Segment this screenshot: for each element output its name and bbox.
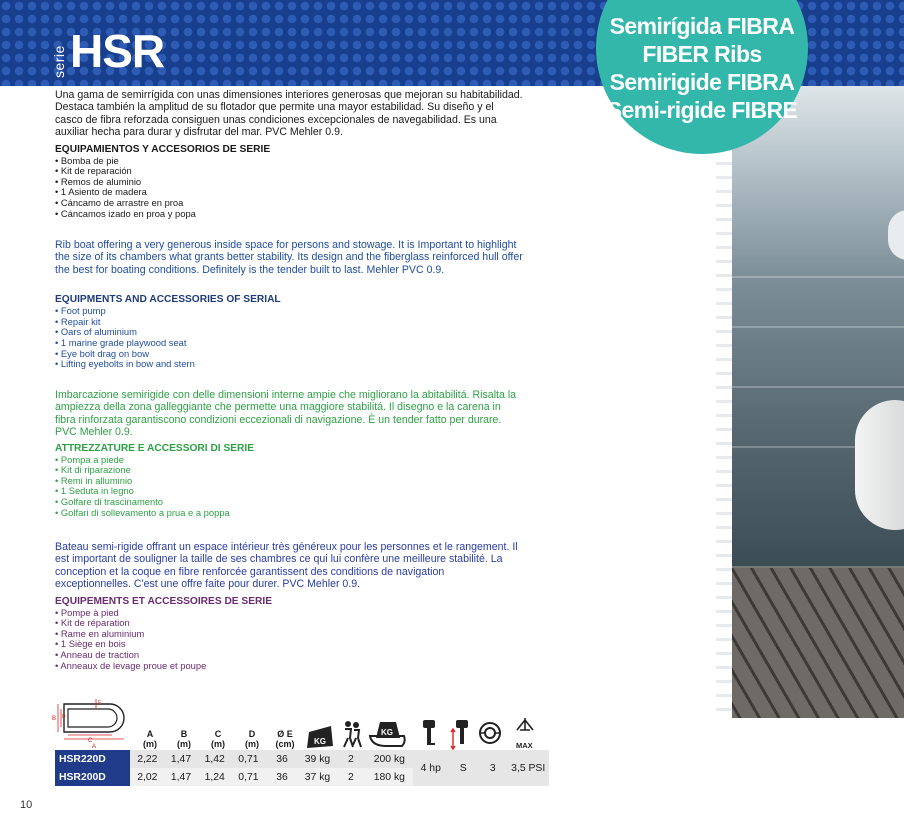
value-e: 36: [265, 750, 299, 768]
boat-hull: [855, 400, 904, 530]
value-d: 0,71: [232, 750, 266, 768]
value-b: 1,47: [164, 768, 198, 786]
english-heading: EQUIPMENTS AND ACCESSORIES OF SERIAL: [55, 294, 281, 306]
english-description: Rib boat offering a very generous inside space for persons and stowage. It is Important to highlight the size of its chambers what grants better stability. Its design and the fiberglass reinforced hull offer the best for boating conditions. Definitely is the tender built to last. Mehler PVC 0.9.: [55, 239, 523, 276]
value-weight: 37 kg: [299, 768, 336, 786]
list-item: • Golfare di trascinamento: [55, 497, 523, 508]
value-c: 1,42: [198, 750, 232, 768]
column-header-b: B (m): [177, 729, 191, 749]
value-persons: 2: [336, 768, 365, 786]
diagram-label-e: E: [98, 700, 102, 706]
torn-paper-edge: [716, 86, 732, 718]
engine-power-icon: [421, 718, 439, 748]
column-header-d: D (m): [245, 729, 259, 749]
value-b: 1,47: [164, 750, 198, 768]
model-name: HSR200D: [55, 768, 130, 786]
list-item: • Repair kit: [55, 317, 523, 328]
shaft-length-icon: [450, 718, 470, 750]
value-a: 2,02: [130, 768, 164, 786]
list-item: • Kit di riparazione: [55, 465, 523, 476]
english-section: [55, 239, 523, 370]
diagram-label-a: A: [92, 744, 97, 750]
value-shaft: S: [448, 750, 478, 786]
list-item: • Anneau de traction: [55, 650, 523, 661]
list-item: • Remos de aluminio: [55, 177, 523, 188]
diagram-label-c: C: [88, 738, 93, 744]
italian-list: [55, 455, 523, 519]
value-d: 0,71: [232, 768, 266, 786]
list-item: • 1 marine grade playwood seat: [55, 338, 523, 349]
list-item: • 1 Asiento de madera: [55, 187, 523, 198]
wooden-dock: [722, 568, 904, 718]
list-item: • 1 Seduta in legno: [55, 486, 523, 497]
category-badge-text: [596, 12, 808, 124]
list-item: • Pompa a piede: [55, 455, 523, 466]
list-item: • Rame en aluminium: [55, 629, 523, 640]
chambers-icon: [478, 720, 504, 746]
list-item: • Golfari di sollevamento a prua e a poppa: [55, 508, 523, 519]
list-item: • Kit de réparation: [55, 618, 523, 629]
value-pressure: 3,5 PSI: [507, 750, 549, 786]
value-a: 2,22: [130, 750, 164, 768]
page-title: HSR: [70, 25, 165, 77]
value-chambers: 3: [478, 750, 507, 786]
series-label: serie: [51, 45, 67, 78]
italian-description: Imbarcazione semirigide con delle dimensioni interne ampie che migliorano la abitabilitá. Risalta la ampiezza della zona galleggiante che permette una maggiore stabilitá. Il disegno e la carena in fibra rinforzata garantiscono condizioni eccezionali di navigazione. È un tender fatto per durare. PVC Mehler 0.9.: [55, 389, 517, 439]
diagram-label-b: B: [52, 716, 57, 722]
spanish-heading: EQUIPAMIENTOS Y ACCESORIOS DE SERIE: [55, 143, 271, 155]
french-list: [55, 608, 523, 672]
list-item: • Pompe à pied: [55, 608, 523, 619]
spanish-list: [55, 156, 523, 220]
french-heading: EQUIPEMENTS ET ACCESSOIRES DE SERIE: [55, 595, 272, 607]
table-row: [55, 750, 549, 768]
badge-line: Semirigide FIBRA: [609, 69, 795, 95]
pressure-icon: [512, 716, 538, 752]
list-item: • Foot pump: [55, 306, 523, 317]
weight-icon: [305, 718, 335, 750]
list-item: • Oars of aluminium: [55, 327, 523, 338]
french-section: [55, 541, 523, 671]
spanish-section: [55, 89, 523, 219]
svg-text:KG: KG: [381, 728, 393, 737]
column-header-c: C (m): [211, 729, 225, 749]
list-item: • 1 Siège en bois: [55, 639, 523, 650]
list-item: • Kit de reparación: [55, 166, 523, 177]
load-icon: [368, 716, 408, 748]
list-item: • Bomba de pie: [55, 156, 523, 167]
value-persons: 2: [336, 750, 365, 768]
svg-text:MAX: MAX: [516, 741, 533, 750]
spanish-description: Una gama de semirrígida con unas dimensiones interiores generosas que mejoran su habitabilidad. Destaca también la amplitud de su flotador que permite una mayor estabilidad. Su diseño y el casco de fibra reforzada consiguen unas condiciones excepcionales de navegabilidad. Es una auxiliar hecha para durar y disfrutar del mar. PVC Mehler 0.9.: [55, 89, 523, 139]
value-e: 36: [265, 768, 299, 786]
list-item: • Lifting eyebolts in bow and stern: [55, 359, 523, 370]
italian-heading: ATTREZZATURE E ACCESSORI DI SERIE: [55, 442, 255, 454]
badge-line: FIBER Ribs: [642, 41, 762, 67]
page-number: 10: [20, 799, 33, 811]
italian-section: [55, 389, 523, 518]
value-load: 200 kg: [366, 750, 413, 768]
svg-text:KG: KG: [314, 737, 326, 746]
dimension-diagram: [52, 698, 134, 750]
badge-line: Semi-rigide FIBRE: [606, 97, 798, 123]
value-power: 4 hp: [413, 750, 448, 786]
badge-line: Semirígida FIBRA: [609, 13, 795, 39]
list-item: • Cáncamo de arrastre en proa: [55, 198, 523, 209]
model-name: HSR220D: [55, 750, 130, 768]
column-header-a: A (m): [143, 729, 157, 749]
list-item: • Cáncamos izado en proa y popa: [55, 209, 523, 220]
list-item: • Remi in alluminio: [55, 476, 523, 487]
english-list: [55, 306, 523, 370]
column-header-e: Ø E (cm): [275, 729, 295, 749]
value-weight: 39 kg: [299, 750, 336, 768]
specs-table: [55, 750, 549, 786]
persons-icon: [342, 720, 362, 748]
list-item: • Eye bolt drag on bow: [55, 349, 523, 360]
value-c: 1,24: [198, 768, 232, 786]
diagram-label-d: D: [62, 714, 66, 720]
list-item: • Anneaux de levage proue et poupe: [55, 661, 523, 672]
value-load: 180 kg: [366, 768, 413, 786]
french-description: Bateau semi-rigide offrant un espace intérieur très généreux pour les personnes et le rangement. Il est important de souligner la taille de ses chambres ce qui lui confère une meilleure stabilité. La conception et la coque en fibre renforcée garantissent des conditions de navigation exceptionnelles. C'est une offre faite pour durer. PVC Mehler 0.9.: [55, 541, 518, 591]
